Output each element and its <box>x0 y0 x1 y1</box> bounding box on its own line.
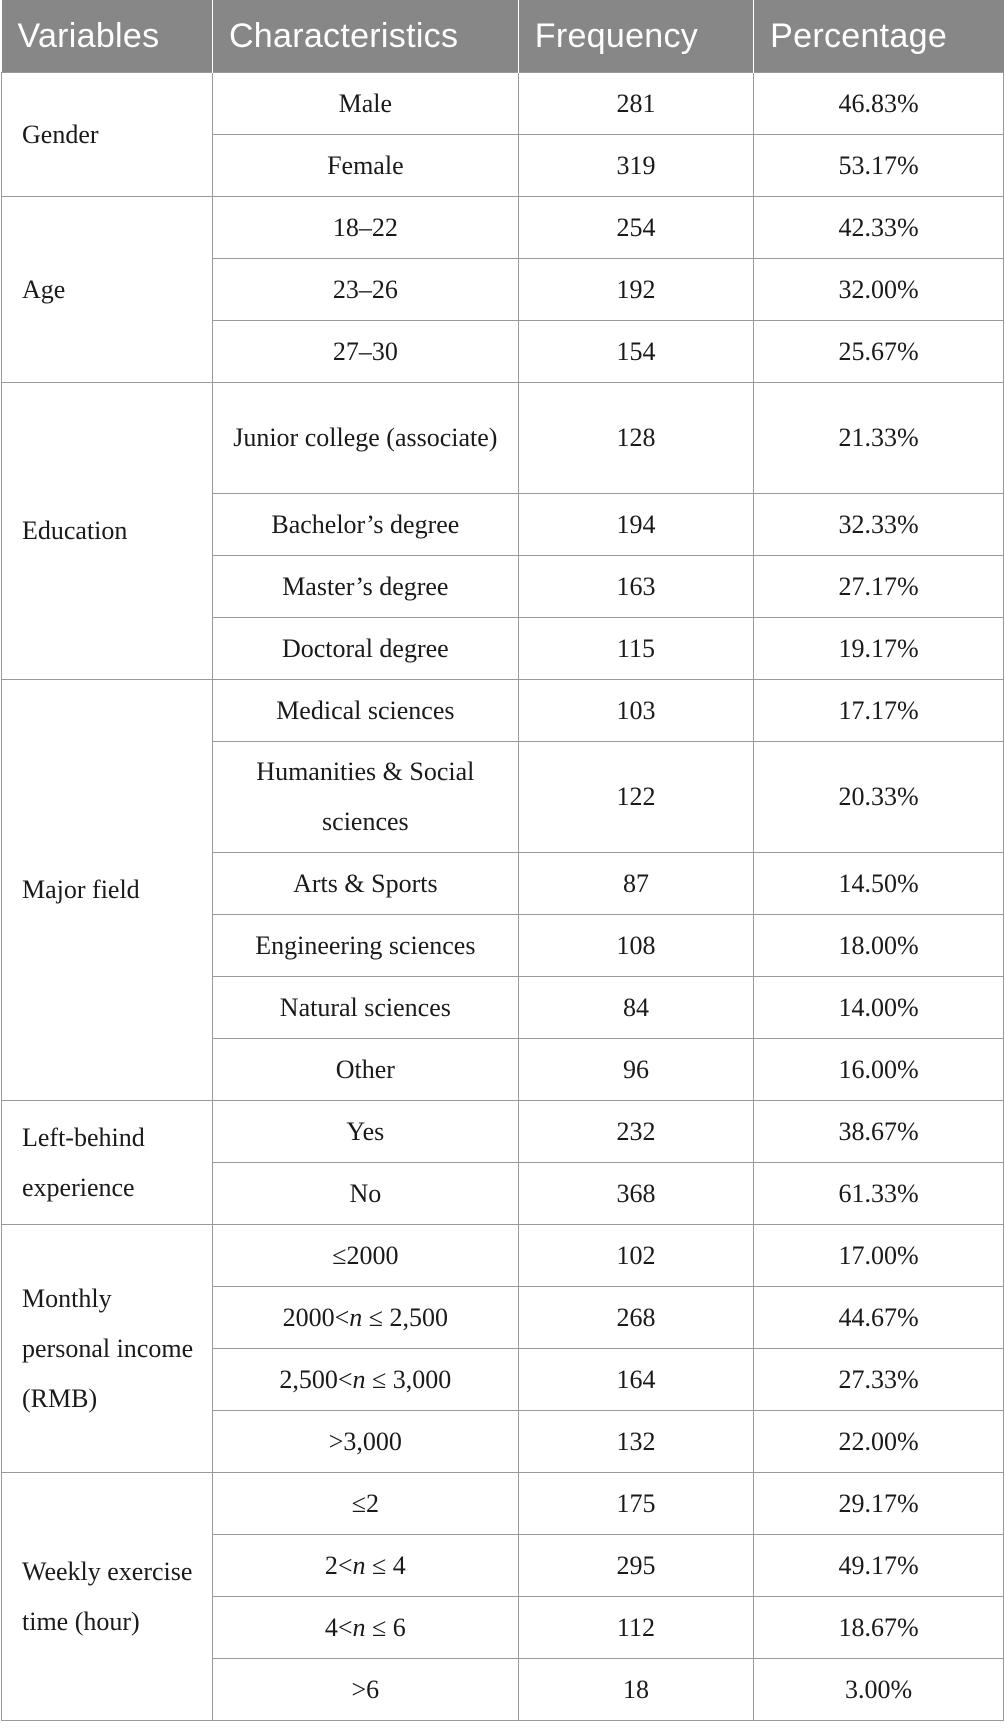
characteristic-cell: 2<n ≤ 4 <box>212 1535 518 1597</box>
table-row <box>2 197 1004 259</box>
percentage-cell: 18.00% <box>754 915 1004 977</box>
characteristic-cell: Junior college (associate) <box>212 383 518 494</box>
percentage-cell: 49.17% <box>754 1535 1004 1597</box>
variable-cell: Age <box>2 197 213 383</box>
percentage-cell: 46.83% <box>754 73 1004 135</box>
variable-cell: Major field <box>2 680 213 1101</box>
percentage-cell: 16.00% <box>754 1039 1004 1101</box>
variable-cell: Education <box>2 383 213 680</box>
characteristic-cell: 2,500<n ≤ 3,000 <box>212 1349 518 1411</box>
characteristic-cell: Engineering sciences <box>212 915 518 977</box>
variable-cell: Gender <box>2 73 213 197</box>
characteristic-cell: Arts & Sports <box>212 853 518 915</box>
frequency-cell: 122 <box>518 742 753 853</box>
percentage-cell: 18.67% <box>754 1597 1004 1659</box>
frequency-cell: 175 <box>518 1473 753 1535</box>
percentage-cell: 29.17% <box>754 1473 1004 1535</box>
percentage-cell: 42.33% <box>754 197 1004 259</box>
table-row <box>2 383 1004 494</box>
characteristic-cell: Bachelor’s degree <box>212 494 518 556</box>
variable-cell: Left-behind experience <box>2 1101 213 1225</box>
characteristic-cell: Medical sciences <box>212 680 518 742</box>
percentage-cell: 53.17% <box>754 135 1004 197</box>
percentage-cell: 17.17% <box>754 680 1004 742</box>
percentage-cell: 21.33% <box>754 383 1004 494</box>
percentage-cell: 27.33% <box>754 1349 1004 1411</box>
frequency-cell: 319 <box>518 135 753 197</box>
variable-cell: Monthly personal income (RMB) <box>2 1225 213 1473</box>
table-row <box>2 1225 1004 1287</box>
frequency-cell: 281 <box>518 73 753 135</box>
table-header <box>2 0 1004 73</box>
characteristic-cell: Natural sciences <box>212 977 518 1039</box>
frequency-cell: 254 <box>518 197 753 259</box>
percentage-cell: 22.00% <box>754 1411 1004 1473</box>
table-body <box>2 73 1004 1721</box>
percentage-cell: 61.33% <box>754 1163 1004 1225</box>
frequency-cell: 232 <box>518 1101 753 1163</box>
characteristic-cell: Male <box>212 73 518 135</box>
header-characteristics: Characteristics <box>212 0 518 73</box>
percentage-cell: 20.33% <box>754 742 1004 853</box>
percentage-cell: 19.17% <box>754 618 1004 680</box>
characteristic-cell: 4<n ≤ 6 <box>212 1597 518 1659</box>
frequency-cell: 115 <box>518 618 753 680</box>
frequency-cell: 192 <box>518 259 753 321</box>
header-row <box>2 0 1004 73</box>
table-row <box>2 1101 1004 1163</box>
frequency-cell: 163 <box>518 556 753 618</box>
characteristic-cell: >6 <box>212 1659 518 1721</box>
header-variables: Variables <box>2 0 213 73</box>
frequency-cell: 103 <box>518 680 753 742</box>
percentage-cell: 32.33% <box>754 494 1004 556</box>
frequency-cell: 132 <box>518 1411 753 1473</box>
frequency-cell: 154 <box>518 321 753 383</box>
frequency-cell: 102 <box>518 1225 753 1287</box>
frequency-cell: 295 <box>518 1535 753 1597</box>
table-row <box>2 1473 1004 1535</box>
percentage-cell: 25.67% <box>754 321 1004 383</box>
variable-n: n <box>349 1302 363 1332</box>
percentage-cell: 32.00% <box>754 259 1004 321</box>
characteristic-cell: 23–26 <box>212 259 518 321</box>
characteristic-cell: Doctoral degree <box>212 618 518 680</box>
characteristic-cell: No <box>212 1163 518 1225</box>
table-row <box>2 73 1004 135</box>
characteristic-cell: Humanities & Social sciences <box>212 742 518 853</box>
frequency-cell: 194 <box>518 494 753 556</box>
demographics-table <box>1 0 1004 1721</box>
frequency-cell: 18 <box>518 1659 753 1721</box>
variable-cell: Weekly exercise time (hour) <box>2 1473 213 1721</box>
frequency-cell: 128 <box>518 383 753 494</box>
variable-n: n <box>352 1612 366 1642</box>
percentage-cell: 14.50% <box>754 853 1004 915</box>
frequency-cell: 84 <box>518 977 753 1039</box>
characteristic-cell: 18–22 <box>212 197 518 259</box>
characteristic-cell: Female <box>212 135 518 197</box>
variable-n: n <box>352 1550 366 1580</box>
characteristic-cell: >3,000 <box>212 1411 518 1473</box>
characteristic-cell: 2000<n ≤ 2,500 <box>212 1287 518 1349</box>
header-frequency: Frequency <box>518 0 753 73</box>
frequency-cell: 164 <box>518 1349 753 1411</box>
characteristic-cell: Other <box>212 1039 518 1101</box>
frequency-cell: 87 <box>518 853 753 915</box>
percentage-cell: 14.00% <box>754 977 1004 1039</box>
characteristic-cell: Yes <box>212 1101 518 1163</box>
percentage-cell: 44.67% <box>754 1287 1004 1349</box>
variable-n: n <box>352 1364 366 1394</box>
characteristic-cell: ≤2 <box>212 1473 518 1535</box>
frequency-cell: 112 <box>518 1597 753 1659</box>
percentage-cell: 27.17% <box>754 556 1004 618</box>
percentage-cell: 38.67% <box>754 1101 1004 1163</box>
frequency-cell: 96 <box>518 1039 753 1101</box>
percentage-cell: 3.00% <box>754 1659 1004 1721</box>
characteristic-cell: 27–30 <box>212 321 518 383</box>
characteristic-cell: ≤2000 <box>212 1225 518 1287</box>
frequency-cell: 108 <box>518 915 753 977</box>
characteristic-cell: Master’s degree <box>212 556 518 618</box>
percentage-cell: 17.00% <box>754 1225 1004 1287</box>
header-percentage: Percentage <box>754 0 1004 73</box>
frequency-cell: 268 <box>518 1287 753 1349</box>
table-row <box>2 680 1004 742</box>
frequency-cell: 368 <box>518 1163 753 1225</box>
